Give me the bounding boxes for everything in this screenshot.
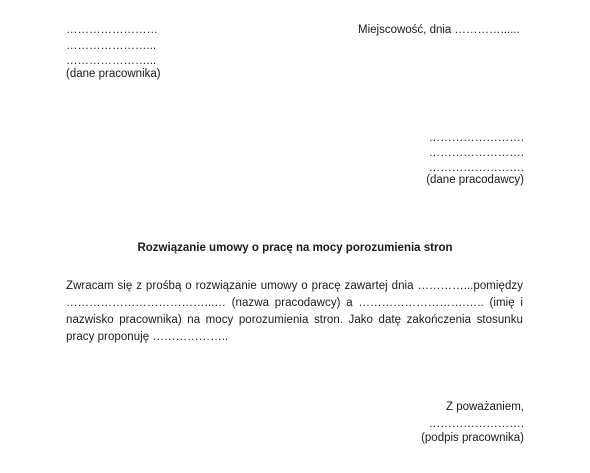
document-title: Rozwiązanie umowy o pracę na mocy porozumienia stron xyxy=(137,242,453,254)
signature-label: (podpis pracownika) xyxy=(421,432,524,444)
employee-line-3: …………………... xyxy=(66,55,157,67)
body-paragraph: Zwracam się z prośbą o rozwiązanie umowy o pracę zawartej dnia …………...pomiędzy ………………………………...… (nazwa pracodawcy) a ……………………….….. (imię i nazwisko pracownika) na mocy porozumienia stron. Jako datę zakończenia stosunku pracy proponuję ……………….. xyxy=(66,280,523,343)
employer-line-2: ……………………. xyxy=(428,147,524,159)
employee-line-1: …………………… xyxy=(66,24,158,36)
place-date-field: Miejscowość, dnia …………...... xyxy=(358,24,520,36)
employer-line-1: ……………………. xyxy=(428,132,524,144)
employer-data-label: (dane pracodawcy) xyxy=(426,174,524,186)
employer-line-3: ……………………. xyxy=(428,162,524,174)
employee-data-label: (dane pracownika) xyxy=(66,68,161,80)
closing-text: Z poważaniem, xyxy=(446,401,524,413)
employee-line-2: …………………... xyxy=(66,40,157,52)
signature-line: ……………………. xyxy=(428,418,524,430)
